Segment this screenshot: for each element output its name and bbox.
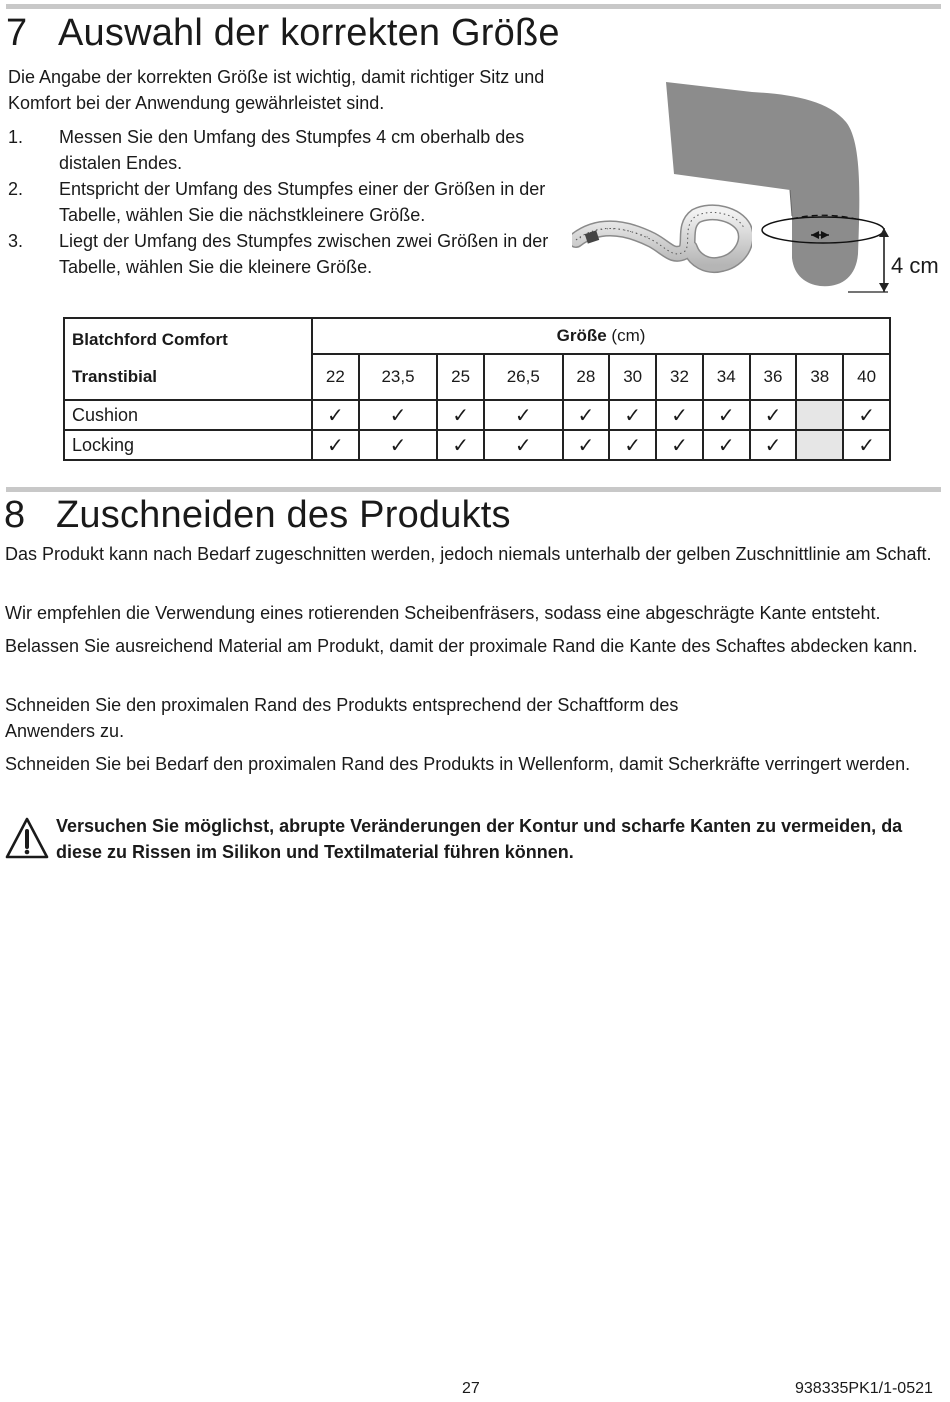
section-title: Zuschneiden des Produkts — [56, 494, 511, 536]
section-7-heading — [6, 12, 560, 55]
table-row — [64, 430, 890, 460]
paragraph: Das Produkt kann nach Bedarf zugeschnitten werden, jedoch niemals unterhalb der gelben Zuschnittlinie am Schaft. — [5, 544, 932, 564]
measurement-label: 4 cm — [891, 253, 939, 278]
check-cell: ✓ — [656, 430, 703, 460]
check-cell: ✓ — [437, 430, 484, 460]
list-item — [8, 176, 568, 228]
check-cell: ✓ — [750, 400, 797, 430]
section-7-intro: Die Angabe der korrekten Größe ist wichtig, damit richtiger Sitz und Komfort bei der Anwendung gewährleistet sind. — [8, 67, 545, 113]
list-text: Messen Sie den Umfang des Stumpfes 4 cm oberhalb des distalen Endes. — [59, 127, 525, 173]
table-size-header — [312, 318, 890, 354]
size-table — [63, 317, 891, 461]
page-number: 27 — [462, 1380, 480, 1397]
size-cell: 30 — [609, 354, 656, 400]
size-header-label: Größe — [556, 326, 607, 345]
row-label: Locking — [64, 430, 312, 460]
size-cell: 28 — [563, 354, 610, 400]
unavailable-cell — [796, 400, 843, 430]
check-cell: ✓ — [312, 400, 359, 430]
check-cell: ✓ — [843, 430, 890, 460]
check-cell: ✓ — [609, 430, 656, 460]
size-cell: 26,5 — [484, 354, 562, 400]
list-text: Entspricht der Umfang des Stumpfes einer der Größen in der Tabelle, wählen Sie die nächstkleinere Größe. — [59, 179, 546, 225]
section-divider — [6, 4, 941, 9]
size-cell: 32 — [656, 354, 703, 400]
paragraph: Schneiden Sie den proximalen Rand des Produkts entsprechend der Schaftform des Anwenders zu. — [5, 695, 679, 741]
size-cell: 38 — [796, 354, 843, 400]
check-cell: ✓ — [484, 430, 562, 460]
list-text: Liegt der Umfang des Stumpfes zwischen zwei Größen in der Tabelle, wählen Sie die kleinere Größe. — [59, 231, 549, 277]
section-title: Auswahl der korrekten Größe — [58, 12, 560, 54]
paragraph: Schneiden Sie bei Bedarf den proximalen Rand des Produkts in Wellenform, damit Scherkräfte verringert werden. — [5, 754, 911, 774]
size-cell: 36 — [750, 354, 797, 400]
document-code: 938335PK1/1-0521 — [795, 1380, 933, 1397]
check-cell: ✓ — [563, 430, 610, 460]
table-product-label: Blatchford Comfort — [64, 318, 312, 354]
table-product-sublabel: Transtibial — [64, 354, 312, 400]
check-cell: ✓ — [312, 430, 359, 460]
residual-limb-diagram — [660, 78, 950, 298]
section-number: 8 — [4, 494, 26, 536]
list-number: 3. — [8, 231, 24, 251]
list-item — [8, 228, 568, 280]
warning-triangle-icon — [5, 816, 49, 860]
check-cell: ✓ — [750, 430, 797, 460]
section-divider — [6, 487, 941, 492]
check-cell: ✓ — [703, 430, 750, 460]
row-label: Cushion — [64, 400, 312, 430]
check-cell: ✓ — [437, 400, 484, 430]
list-number: 2. — [8, 179, 24, 199]
check-cell: ✓ — [484, 400, 562, 430]
size-cell: 23,5 — [359, 354, 437, 400]
check-cell: ✓ — [656, 400, 703, 430]
warning-text: Versuchen Sie möglichst, abrupte Veränderungen der Kontur und scharfe Kanten zu vermeiden, da diese zu Rissen im Silikon und Textilmaterial führen können. — [56, 816, 903, 862]
table-row — [64, 400, 890, 430]
check-cell: ✓ — [609, 400, 656, 430]
check-cell: ✓ — [359, 430, 437, 460]
size-cell: 40 — [843, 354, 890, 400]
paragraph: Belassen Sie ausreichend Material am Produkt, damit der proximale Rand die Kante des Schaftes abdecken kann. — [5, 636, 918, 656]
section-8-heading — [4, 494, 511, 537]
list-number: 1. — [8, 127, 24, 147]
list-item — [8, 124, 568, 176]
size-cell: 25 — [437, 354, 484, 400]
check-cell: ✓ — [359, 400, 437, 430]
check-cell: ✓ — [703, 400, 750, 430]
check-cell: ✓ — [843, 400, 890, 430]
check-cell: ✓ — [563, 400, 610, 430]
section-number: 7 — [6, 12, 28, 54]
size-cell: 22 — [312, 354, 359, 400]
size-cell: 34 — [703, 354, 750, 400]
size-header-unit: (cm) — [611, 326, 646, 345]
unavailable-cell — [796, 430, 843, 460]
paragraph: Wir empfehlen die Verwendung eines rotierenden Scheibenfräsers, sodass eine abgeschrägte Kante entsteht. — [5, 603, 881, 623]
